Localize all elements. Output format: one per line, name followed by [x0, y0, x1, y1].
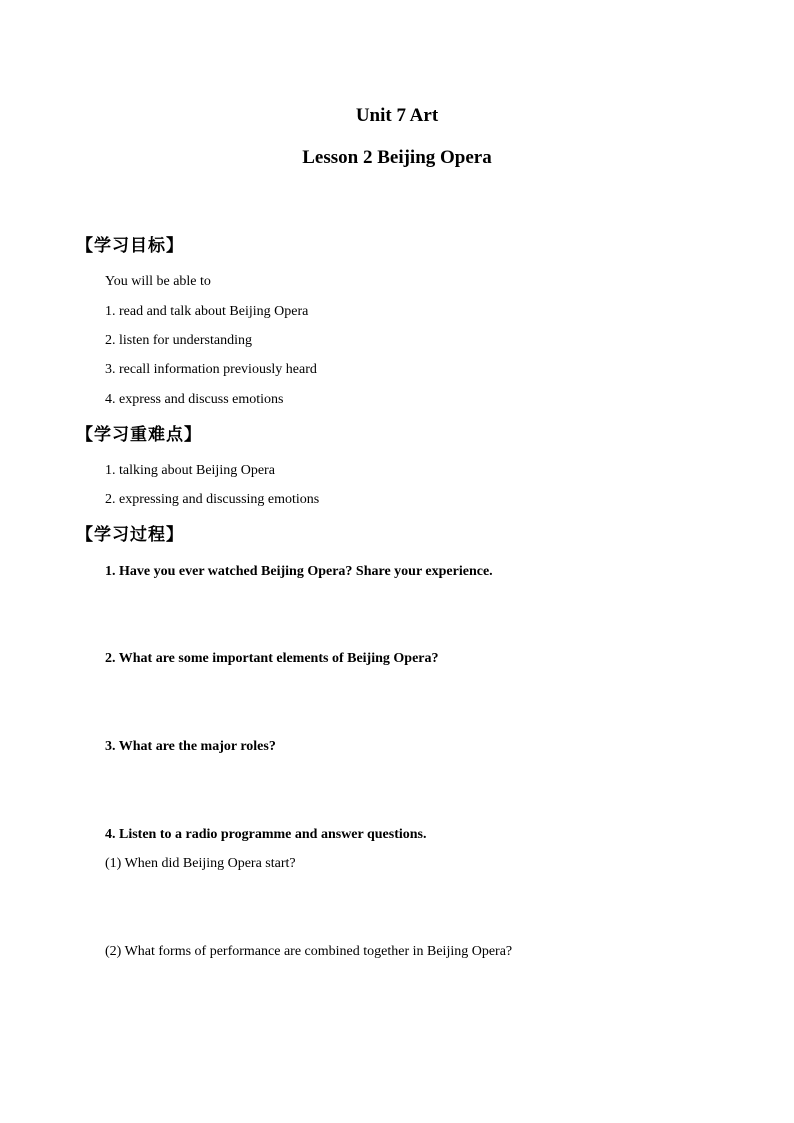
objective-item: 1. read and talk about Beijing Opera	[105, 304, 309, 319]
objective-item: 4. express and discuss emotions	[105, 392, 284, 407]
objectives-intro: You will be able to	[105, 274, 211, 289]
key-point-item: 2. expressing and discussing emotions	[105, 492, 320, 507]
sub-question-2: (2) What forms of performance are combined together in Beijing Opera?	[105, 944, 513, 959]
objective-item: 2. listen for understanding	[105, 333, 252, 348]
process-heading: 【学习过程】	[76, 525, 184, 545]
objective-item: 3. recall information previously heard	[105, 362, 317, 377]
sub-question-1: (1) When did Beijing Opera start?	[105, 856, 296, 871]
objectives-heading: 【学习目标】	[76, 236, 184, 256]
question-2: 2. What are some important elements of Beijing Opera?	[105, 651, 439, 666]
lesson-title: Lesson 2 Beijing Opera	[302, 147, 492, 168]
key-point-item: 1. talking about Beijing Opera	[105, 463, 275, 478]
question-3: 3. What are the major roles?	[105, 739, 276, 754]
unit-title: Unit 7 Art	[355, 105, 439, 126]
question-1: 1. Have you ever watched Beijing Opera? Share your experience.	[105, 564, 493, 579]
key-points-heading: 【学习重难点】	[76, 425, 202, 445]
question-4: 4. Listen to a radio programme and answer questions.	[105, 827, 427, 842]
